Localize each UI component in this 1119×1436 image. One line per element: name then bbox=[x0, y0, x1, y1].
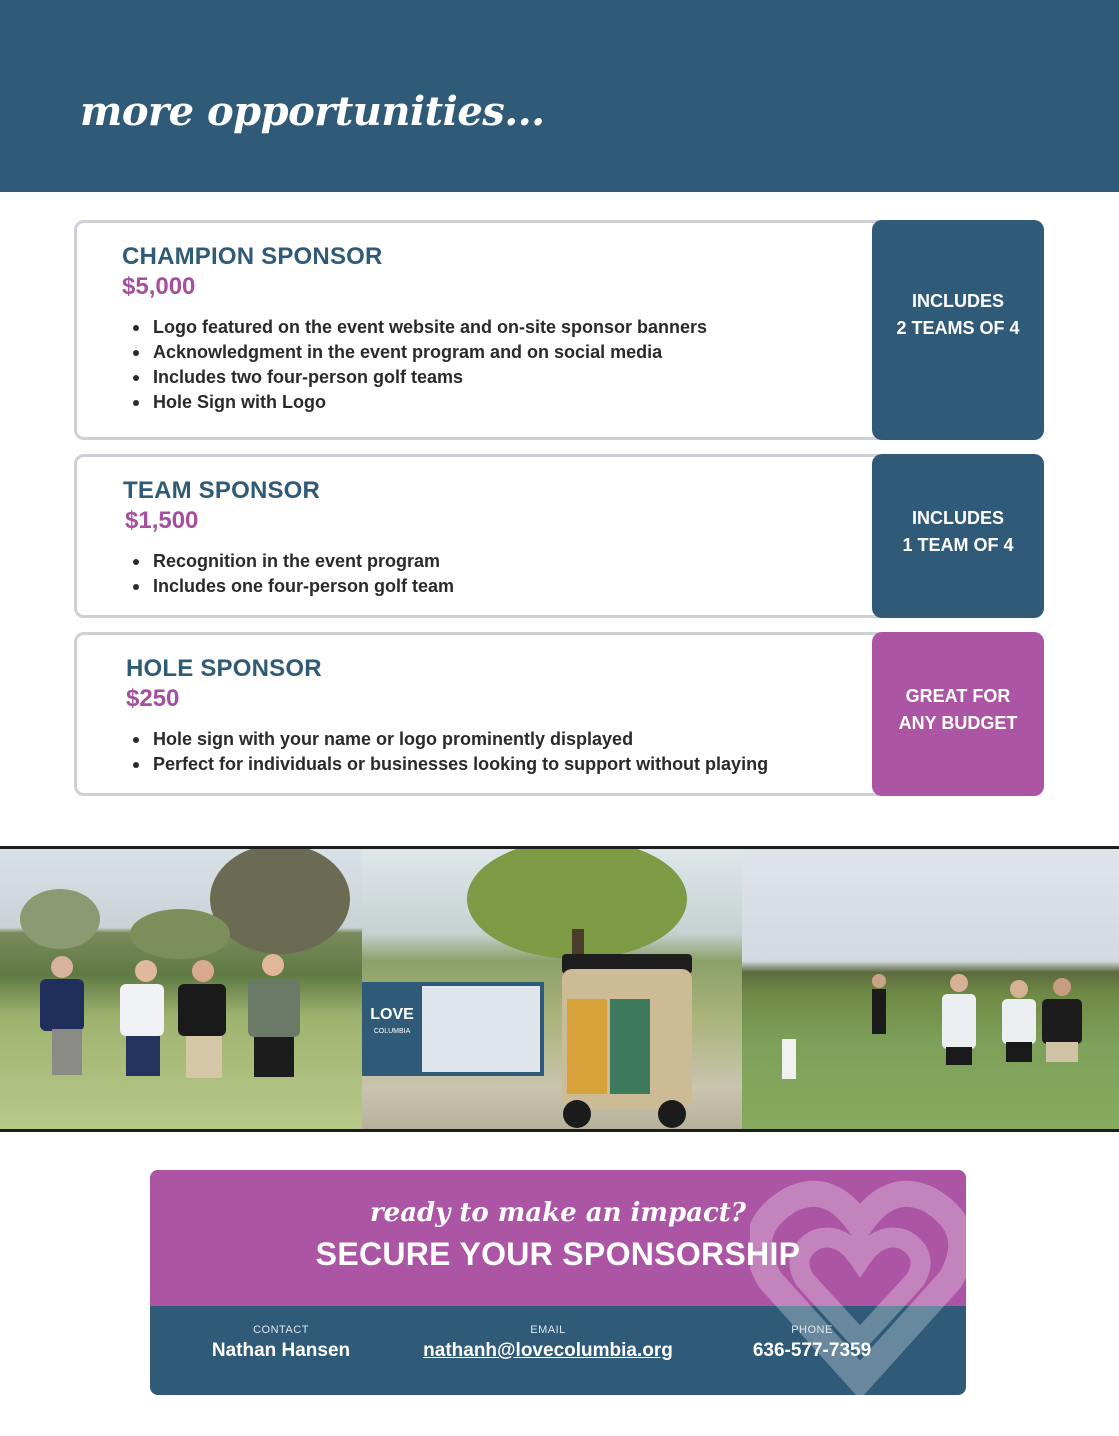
budget-badge bbox=[872, 632, 1044, 796]
list-item: Acknowledgment in the event program and on social media bbox=[153, 340, 707, 365]
list-item: Perfect for individuals or businesses looking to support without playing bbox=[153, 752, 768, 777]
list-item: Recognition in the event program bbox=[153, 549, 454, 574]
badge-line: INCLUDES bbox=[911, 291, 1004, 311]
banner-logo-sub: COLUMBIA bbox=[373, 1028, 411, 1035]
contact-info bbox=[206, 1324, 356, 1362]
badge-line: INCLUDES bbox=[911, 508, 1004, 528]
includes-badge bbox=[872, 454, 1044, 618]
golfers-group-photo bbox=[0, 849, 362, 1129]
list-item: Hole Sign with Logo bbox=[153, 390, 707, 415]
sponsor-title: HOLE SPONSOR bbox=[126, 655, 322, 682]
list-item: Includes two four-person golf teams bbox=[153, 365, 707, 390]
cta-title: SECURE YOUR SPONSORSHIP bbox=[315, 1236, 801, 1272]
sponsor-title: TEAM SPONSOR bbox=[123, 477, 321, 504]
badge-line: 1 TEAM OF 4 bbox=[902, 535, 1014, 555]
champion-sponsor-card bbox=[74, 220, 1044, 440]
contact-label: CONTACT bbox=[253, 1324, 309, 1336]
benefit-list bbox=[153, 727, 768, 777]
includes-badge bbox=[872, 220, 1044, 440]
benefit-list bbox=[153, 315, 707, 415]
badge-line: 2 TEAMS OF 4 bbox=[896, 318, 1020, 338]
cta-subtitle: ready to make an impact? bbox=[369, 1198, 747, 1228]
badge-line: ANY BUDGET bbox=[898, 713, 1018, 733]
hole-sponsor-card bbox=[74, 632, 1044, 796]
page-title: more opportunities... bbox=[80, 88, 545, 135]
tee-shot-photo bbox=[742, 849, 1119, 1129]
banner-cart-photo bbox=[362, 849, 742, 1129]
list-item: Logo featured on the event website and on-site sponsor banners bbox=[153, 315, 707, 340]
sponsor-title: CHAMPION SPONSOR bbox=[122, 243, 383, 270]
header-banner bbox=[0, 0, 1119, 192]
sponsorship-cta bbox=[150, 1170, 966, 1395]
list-item: Includes one four-person golf team bbox=[153, 574, 454, 599]
banner-logo-text: LOVE bbox=[370, 1006, 414, 1023]
phone-info bbox=[740, 1324, 884, 1362]
email-info bbox=[404, 1324, 692, 1362]
photo-strip bbox=[0, 846, 1119, 1132]
tee-illustration bbox=[742, 849, 1119, 1129]
cart-illustration bbox=[362, 849, 742, 1129]
benefit-list bbox=[153, 549, 454, 599]
sponsor-price: $5,000 bbox=[122, 273, 196, 300]
phone-label: PHONE bbox=[791, 1324, 833, 1336]
contact-name: Nathan Hansen bbox=[211, 1340, 351, 1361]
sponsor-price: $1,500 bbox=[125, 507, 199, 534]
phone-number: 636-577-7359 bbox=[752, 1340, 872, 1361]
team-sponsor-card bbox=[74, 454, 1044, 618]
golfers-illustration bbox=[0, 849, 362, 1129]
email-label: EMAIL bbox=[530, 1324, 566, 1336]
list-item: Hole sign with your name or logo prominently displayed bbox=[153, 727, 768, 752]
email-link[interactable]: nathanh@lovecolumbia.org bbox=[423, 1340, 673, 1361]
sponsor-price: $250 bbox=[126, 685, 180, 712]
badge-line: GREAT FOR bbox=[905, 686, 1011, 706]
